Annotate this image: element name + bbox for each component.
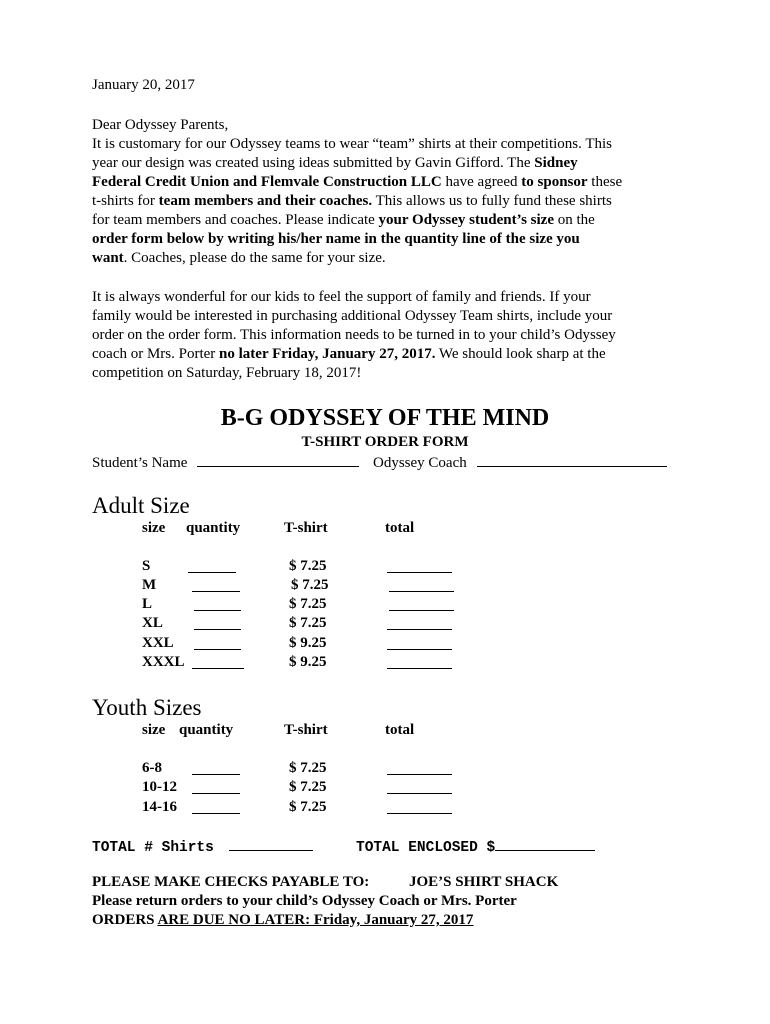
p1-line-3 [92,173,622,192]
p2-line-2: family would be interested in purchasing additional Odyssey Team shirts, include your [92,308,613,324]
payable-label: PLEASE MAKE CHECKS PAYABLE TO: [92,874,370,890]
youth-size-label: 6-8 [142,760,162,776]
salutation: Dear Odyssey Parents, [92,117,229,133]
youth-col-quantity: quantity [179,722,234,738]
quantity-line-6-8[interactable] [192,760,240,775]
quantity-line-14-16[interactable] [192,799,240,814]
adult-price: $ 7.25 [291,577,329,593]
youth-col-size: size [142,722,166,738]
p2-line-4-end: We should look sharp at the [435,346,606,362]
due-date-text: ARE DUE NO LATER: Friday, January 27, 2017 [157,912,474,928]
adult-price: $ 7.25 [289,596,327,612]
want-text: want [92,250,124,266]
total-enclosed-label: TOTAL ENCLOSED $ [356,840,496,856]
adult-col-tshirt: T-shirt [284,520,328,536]
p1-line-7 [92,249,386,268]
p1-line-2-text: year our design was created using ideas submitted by Gavin Gifford. The [92,155,535,171]
p2-line-4-text: coach or Mrs. Porter [92,346,220,362]
adult-size-label: S [142,558,151,574]
total-line-xxxl[interactable] [387,654,452,669]
p1-line-2 [92,154,578,173]
p2-line-4 [92,345,606,364]
coach-name-line[interactable] [477,452,667,467]
deadline-text: no later Friday, January 27, 2017. [219,346,436,362]
team-members-text: team members and their coaches. [158,193,373,209]
adult-size-label: M [142,577,157,593]
coach-label: Odyssey Coach [373,455,467,471]
total-enclosed-field[interactable] [356,836,595,858]
adult-price: $ 9.25 [289,635,327,651]
youth-col-tshirt: T-shirt [284,722,328,738]
adult-col-total: total [385,520,415,536]
quantity-line-xxxl[interactable] [192,654,244,669]
total-line-xl[interactable] [387,615,452,630]
p1-line-4-text: t-shirts for [92,193,159,209]
quantity-line-xxl[interactable] [194,635,241,650]
youth-size-label: 10-12 [142,779,177,795]
coach-field[interactable] [373,452,667,473]
quantity-line-s[interactable] [188,558,236,573]
student-name-label: Student’s Name [92,455,188,471]
total-line-m[interactable] [389,577,454,592]
adult-price: $ 9.25 [289,654,327,670]
youth-col-total: total [385,722,415,738]
p1-line-4 [92,192,612,211]
p1-line-5-end: on the [553,212,595,228]
p1-line-7-text: . Coaches, please do the same for your size. [123,250,386,266]
payable-name: JOE’S SHIRT SHACK [409,874,559,890]
sponsor-name-start: Sidney [534,155,578,171]
youth-price: $ 7.25 [289,760,327,776]
letter-date: January 20, 2017 [92,77,195,93]
form-subtitle: T-SHIRT ORDER FORM [301,434,469,450]
adult-col-size: size [142,520,166,536]
adult-size-label: XXXL [142,654,185,670]
p1-line-3-text: have agreed [441,174,522,190]
adult-size-label: XXL [142,635,174,651]
quantity-line-xl[interactable] [194,615,241,630]
student-size-text: your Odyssey student’s size [378,212,554,228]
p1-line-1: It is customary for our Odyssey teams to wear “team” shirts at their competitions. This [92,136,613,152]
adult-price: $ 7.25 [289,615,327,631]
p2-line-1: It is always wonderful for our kids to feel the support of family and friends. If your [92,289,591,305]
student-name-field[interactable] [92,452,359,473]
due-date-prefix: ORDERS [92,912,158,928]
total-shirts-line[interactable] [229,836,313,851]
adult-size-heading: Adult Size [92,493,190,518]
youth-price: $ 7.25 [289,799,327,815]
to-sponsor-text: to sponsor [521,174,588,190]
total-line-6-8[interactable] [387,760,452,775]
quantity-line-l[interactable] [194,596,241,611]
adult-size-label: XL [142,615,163,631]
student-name-line[interactable] [197,452,359,467]
total-shirts-field[interactable] [92,836,313,858]
quantity-line-10-12[interactable] [192,779,240,794]
p2-line-3: order on the order form. This information needs to be turned in to your child’s Odyssey [92,327,616,343]
youth-size-heading: Youth Sizes [92,695,202,720]
total-line-s[interactable] [387,558,452,573]
p1-line-4-end: This allows us to fully fund these shirts [372,193,612,209]
p1-line-3-end: these [587,174,623,190]
total-enclosed-line[interactable] [495,836,595,851]
youth-size-label: 14-16 [142,799,177,815]
form-title: B-G ODYSSEY OF THE MIND [220,405,550,431]
adult-price: $ 7.25 [289,558,327,574]
total-line-xxl[interactable] [387,635,452,650]
quantity-line-m[interactable] [192,577,240,592]
p1-line-6: order form below by writing his/her name in the quantity line of the size you [92,231,580,247]
total-line-14-16[interactable] [387,799,452,814]
p2-line-5: competition on Saturday, February 18, 2017! [92,365,362,381]
total-shirts-label: TOTAL # Shirts [92,840,214,856]
total-line-10-12[interactable] [387,779,452,794]
due-date-line [92,911,473,930]
adult-size-label: L [142,596,153,612]
p1-line-5-text: for team members and coaches. Please indicate [92,212,379,228]
return-instructions: Please return orders to your child’s Odyssey Coach or Mrs. Porter [92,893,517,909]
adult-col-quantity: quantity [186,520,241,536]
youth-price: $ 7.25 [289,779,327,795]
p1-line-5 [92,211,595,230]
total-line-l[interactable] [389,596,454,611]
sponsor-names: Federal Credit Union and Flemvale Construction LLC [92,174,442,190]
